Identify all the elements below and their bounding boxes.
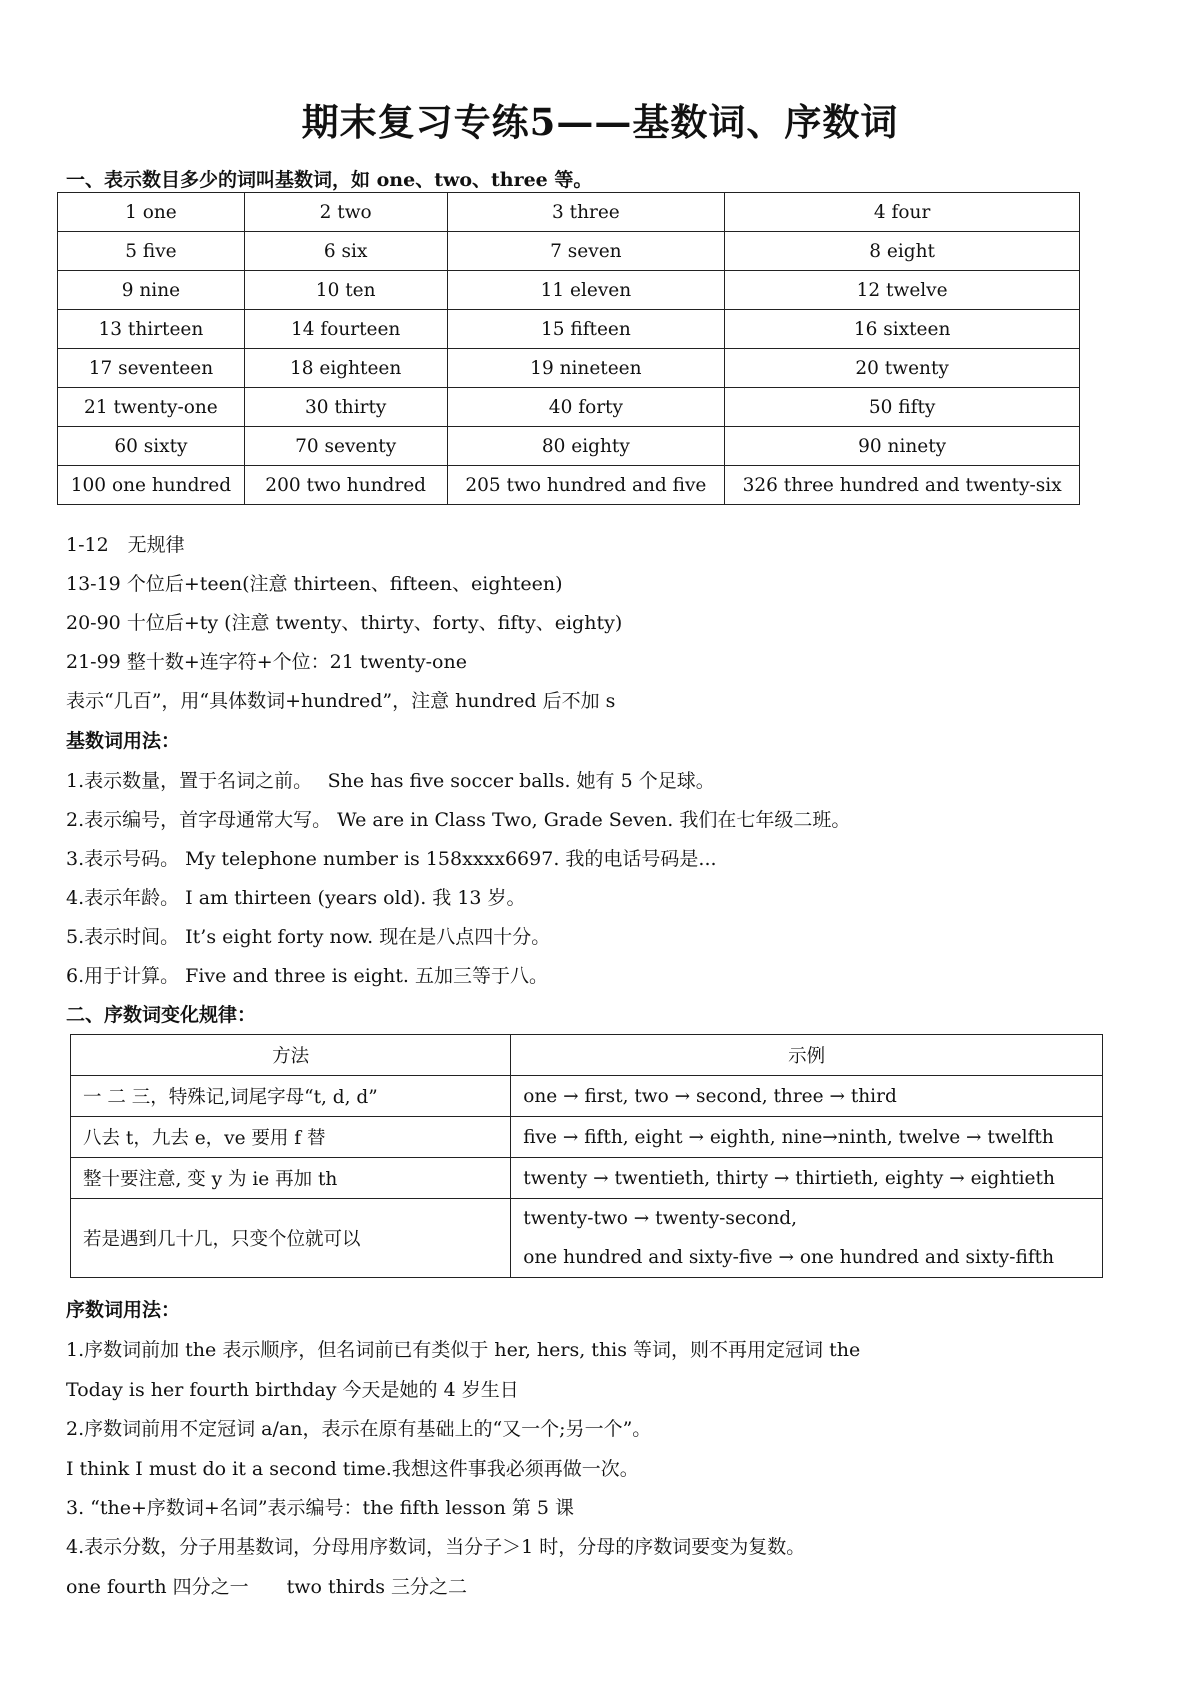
table-cell: 50 fifty <box>725 388 1080 427</box>
table-cell: 9 nine <box>58 271 245 310</box>
usage-line: 2.表示编号，首字母通常大写。 We are in Class Two, Grade Seven. 我们在七年级二班。 <box>66 809 851 831</box>
section2-heading: 二、序数词变化规律： <box>66 1004 257 1026</box>
table-cell: 30 thirty <box>244 388 447 427</box>
usage-line: 4.表示分数，分子用基数词，分母用序数词，当分子＞1 时，分母的序数词要变为复数。 <box>66 1536 806 1558</box>
table-cell: 11 eleven <box>447 271 725 310</box>
table-cell: 1 one <box>58 193 245 232</box>
ordinal-rules-table <box>70 1034 1103 1278</box>
example-cell <box>511 1199 1103 1278</box>
table-cell: 70 seventy <box>244 427 447 466</box>
table-row <box>58 193 1080 232</box>
table-header-row <box>71 1035 1103 1076</box>
method-cell: 整十要注意, 变 y 为 ie 再加 th <box>71 1158 511 1199</box>
usage-line: 1.序数词前加 the 表示顺序，但名词前已有类似于 her, hers, this 等词，则不再用定冠词 the <box>66 1339 861 1361</box>
table-cell: 17 seventeen <box>58 349 245 388</box>
cardinal-number-table <box>57 192 1080 505</box>
table-cell: 15 fifteen <box>447 310 725 349</box>
table-row <box>58 232 1080 271</box>
table-cell: 205 two hundred and five <box>447 466 725 505</box>
table-cell: 5 five <box>58 232 245 271</box>
table-cell: 16 sixteen <box>725 310 1080 349</box>
table-cell: 200 two hundred <box>244 466 447 505</box>
usage-line: one fourth 四分之一 two thirds 三分之二 <box>66 1576 468 1598</box>
table-cell: 8 eight <box>725 232 1080 271</box>
table-cell: 90 ninety <box>725 427 1080 466</box>
method-cell: 若是遇到几十几，只变个位就可以 <box>71 1199 511 1278</box>
usage-line: I think I must do it a second time.我想这件事我必须再做一次。 <box>66 1458 639 1480</box>
column-header-example: 示例 <box>511 1035 1103 1076</box>
usage-line: 4.表示年龄。 I am thirteen (years old). 我 13 岁。 <box>66 887 526 909</box>
method-cell: 八去 t，九去 e，ve 要用 f 替 <box>71 1117 511 1158</box>
table-cell: 80 eighty <box>447 427 725 466</box>
usage-line: 6.用于计算。 Five and three is eight. 五加三等于八。 <box>66 965 548 987</box>
table-cell: 60 sixty <box>58 427 245 466</box>
table-row <box>58 349 1080 388</box>
table-cell: 7 seven <box>447 232 725 271</box>
table-cell: 19 nineteen <box>447 349 725 388</box>
table-cell: 326 three hundred and twenty-six <box>725 466 1080 505</box>
table-row <box>58 310 1080 349</box>
rule-line: 21-99 整十数+连字符+个位：21 twenty-one <box>66 651 467 673</box>
table-cell: 40 forty <box>447 388 725 427</box>
rule-line: 1-12 无规律 <box>66 534 185 556</box>
table-cell: 18 eighteen <box>244 349 447 388</box>
example-cell: twenty → twentieth, thirty → thirtieth, eighty → eightieth <box>511 1158 1103 1199</box>
table-cell: 100 one hundred <box>58 466 245 505</box>
table-row <box>71 1076 1103 1117</box>
usage-line: 5.表示时间。 It’s eight forty now. 现在是八点四十分。 <box>66 926 551 948</box>
table-cell: 13 thirteen <box>58 310 245 349</box>
table-cell: 20 twenty <box>725 349 1080 388</box>
page-title: 期末复习专练5——基数词、序数词 <box>301 100 899 144</box>
table-cell: 12 twelve <box>725 271 1080 310</box>
table-cell: 14 fourteen <box>244 310 447 349</box>
ordinal-usage-heading: 序数词用法： <box>66 1299 181 1321</box>
section1-heading: 一、表示数目多少的词叫基数词，如 one、two、three 等。 <box>66 169 593 191</box>
rule-line: 13-19 个位后+teen(注意 thirteen、fifteen、eighteen) <box>66 573 563 595</box>
table-cell: 2 two <box>244 193 447 232</box>
rule-line: 20-90 十位后+ty (注意 twenty、thirty、forty、fifty、eighty) <box>66 612 623 634</box>
table-cell: 4 four <box>725 193 1080 232</box>
example-cell: one → first, two → second, three → third <box>511 1076 1103 1117</box>
table-row <box>58 388 1080 427</box>
usage-line: Today is her fourth birthday 今天是她的 4 岁生日 <box>66 1379 519 1401</box>
usage-line: 3.表示号码。 My telephone number is 158xxxx6697. 我的电话号码是... <box>66 848 717 870</box>
example-line: twenty-two → twenty-second, <box>523 1208 798 1229</box>
table-row <box>71 1158 1103 1199</box>
table-row <box>58 466 1080 505</box>
usage-line: 3. “the+序数词+名词”表示编号：the fifth lesson 第 5 课 <box>66 1497 575 1519</box>
table-row <box>71 1199 1103 1278</box>
usage-line: 1.表示数量，置于名词之前。 She has five soccer balls. 她有 5 个足球。 <box>66 770 715 792</box>
usage-line: 2.序数词前用不定冠词 a/an，表示在原有基础上的“又一个;另一个”。 <box>66 1418 652 1440</box>
table-cell: 6 six <box>244 232 447 271</box>
example-line: one hundred and sixty-five → one hundred and sixty-fifth <box>523 1247 1055 1268</box>
table-row <box>58 427 1080 466</box>
method-cell: 一 二 三，特殊记,词尾字母“t, d, d” <box>71 1076 511 1117</box>
table-cell: 21 twenty-one <box>58 388 245 427</box>
table-row <box>71 1117 1103 1158</box>
rule-line: 表示“几百”，用“具体数词+hundred”，注意 hundred 后不加 s <box>66 690 616 712</box>
column-header-method: 方法 <box>71 1035 511 1076</box>
cardinal-usage-heading: 基数词用法： <box>66 730 181 752</box>
table-cell: 3 three <box>447 193 725 232</box>
table-cell: 10 ten <box>244 271 447 310</box>
example-cell: five → fifth, eight → eighth, nine→ninth, twelve → twelfth <box>511 1117 1103 1158</box>
table-row <box>58 271 1080 310</box>
